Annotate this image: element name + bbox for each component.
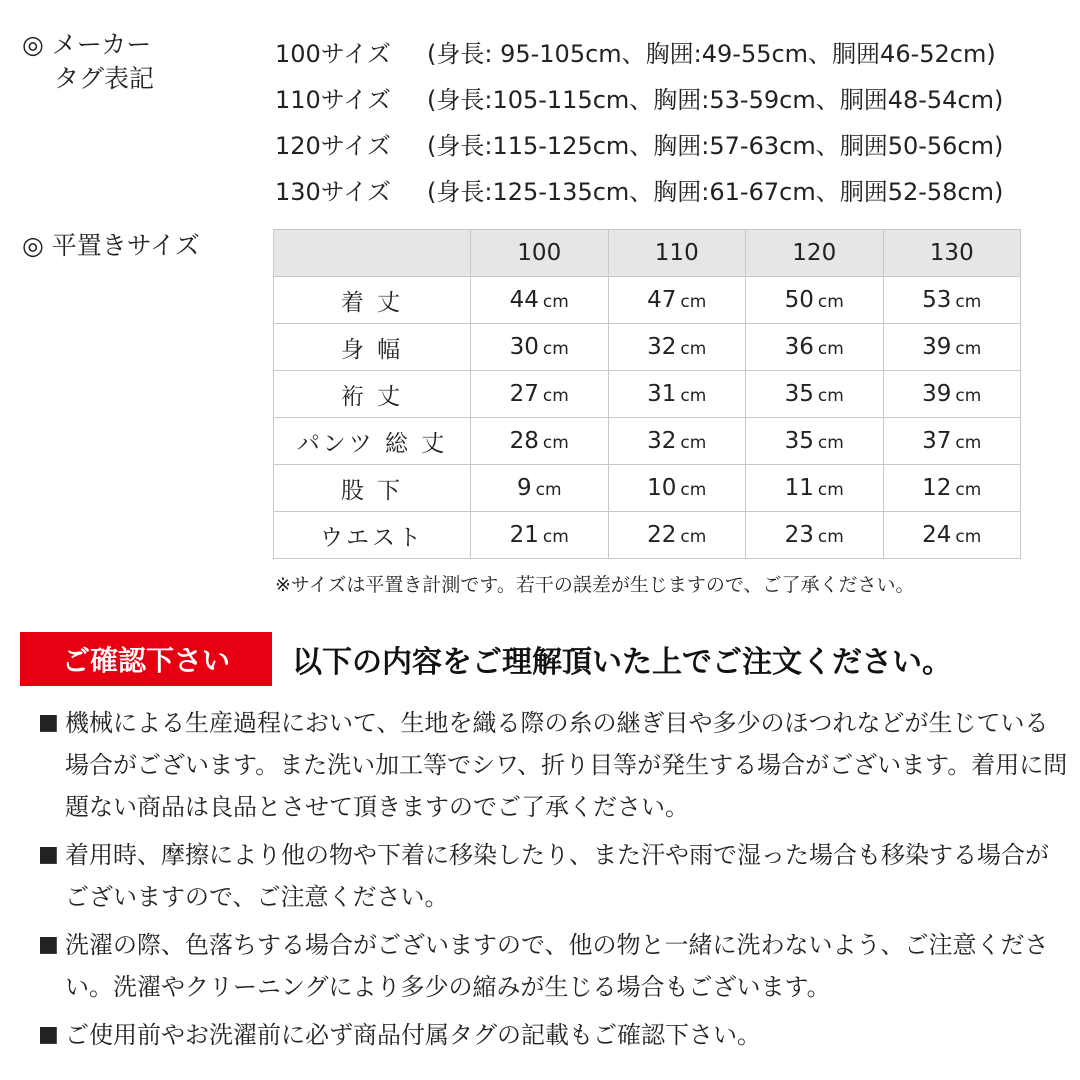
flat-size-label: ◎ 平置きサイズ xyxy=(22,231,200,260)
table-cell xyxy=(883,418,1021,465)
cell-value: 36 xyxy=(784,334,814,360)
cell-unit: cm xyxy=(535,480,562,500)
table-header-cell xyxy=(274,230,471,277)
notice-text: 機械による生産過程において、生地を織る際の糸の継ぎ目や多少のほつれなどが生じている場合がございます。また洗い加工等でシワ、折り目等が発生する場合がございます。着用に問題ない商品は良品とさせて頂きますのでご了承ください。 xyxy=(65,709,1068,821)
table-cell xyxy=(471,465,609,512)
table-row-header: 股 下 xyxy=(274,465,471,512)
square-bullet-icon: ■ xyxy=(38,710,59,735)
cell-unit: cm xyxy=(955,480,982,500)
maker-tag-label xyxy=(22,28,154,96)
cell-value: 39 xyxy=(922,334,952,360)
cell-unit: cm xyxy=(955,386,982,406)
table-cell xyxy=(608,324,746,371)
cell-unit: cm xyxy=(542,527,569,547)
confirm-heading: 以下の内容をご理解頂いた上でご注文ください。 xyxy=(292,645,952,680)
table-cell xyxy=(471,512,609,559)
table-cell xyxy=(883,324,1021,371)
table-row xyxy=(274,324,1021,371)
cell-value: 35 xyxy=(784,428,814,454)
cell-value: 30 xyxy=(509,334,539,360)
table-cell xyxy=(471,371,609,418)
cell-unit: cm xyxy=(955,527,982,547)
cell-value: 53 xyxy=(922,287,952,313)
maker-tag-detail: (身長: 95-105cm、胸囲:49-55cm、胴囲46-52cm) xyxy=(427,39,996,68)
cell-value: 27 xyxy=(509,381,539,407)
table-row xyxy=(274,371,1021,418)
flat-size-table xyxy=(273,229,1021,559)
table-row xyxy=(274,465,1021,512)
table-cell xyxy=(746,324,884,371)
notice-item xyxy=(38,834,1068,918)
cell-value: 24 xyxy=(922,522,952,548)
cell-value: 23 xyxy=(784,522,814,548)
table-cell xyxy=(746,465,884,512)
table-cell xyxy=(746,371,884,418)
table-cell xyxy=(883,277,1021,324)
maker-tag-rows xyxy=(275,28,1003,212)
maker-tag-size: 120サイズ xyxy=(275,131,391,160)
notice-item xyxy=(38,1014,1068,1056)
table-row xyxy=(274,418,1021,465)
table-row-header: ウエスト xyxy=(274,512,471,559)
cell-value: 39 xyxy=(922,381,952,407)
table-cell xyxy=(608,277,746,324)
cell-value: 10 xyxy=(647,475,677,501)
cell-unit: cm xyxy=(680,339,707,359)
maker-tag-size: 110サイズ xyxy=(275,85,391,114)
table-header-cell: 110 xyxy=(608,230,746,277)
cell-unit: cm xyxy=(542,292,569,312)
table-cell xyxy=(608,512,746,559)
table-header-row xyxy=(274,230,1021,277)
table-row-header: 身 幅 xyxy=(274,324,471,371)
cell-value: 9 xyxy=(516,475,532,501)
table-cell xyxy=(746,277,884,324)
cell-unit: cm xyxy=(955,292,982,312)
cell-unit: cm xyxy=(542,339,569,359)
square-bullet-icon: ■ xyxy=(38,1022,59,1047)
maker-tag-size: 130サイズ xyxy=(275,177,391,206)
table-cell xyxy=(883,512,1021,559)
table-cell xyxy=(608,371,746,418)
size-note: ※サイズは平置き計測です。若干の誤差が生じますので、ご了承ください。 xyxy=(275,574,915,596)
table-cell xyxy=(608,465,746,512)
cell-unit: cm xyxy=(955,339,982,359)
cell-unit: cm xyxy=(817,480,844,500)
cell-value: 11 xyxy=(784,475,814,501)
maker-tag-size: 100サイズ xyxy=(275,39,391,68)
cell-value: 50 xyxy=(784,287,814,313)
cell-unit: cm xyxy=(542,386,569,406)
maker-tag-row xyxy=(275,166,1003,212)
table-cell xyxy=(746,512,884,559)
cell-unit: cm xyxy=(680,527,707,547)
maker-tag-detail: (身長:115-125cm、胸囲:57-63cm、胴囲50-56cm) xyxy=(427,131,1004,160)
cell-unit: cm xyxy=(817,527,844,547)
notice-text: 着用時、摩擦により他の物や下着に移染したり、また汗や雨で湿った場合も移染する場合がございますので、ご注意ください。 xyxy=(65,841,1049,911)
cell-unit: cm xyxy=(817,339,844,359)
notice-text: 洗濯の際、色落ちする場合がございますので、他の物と一緒に洗わないよう、ご注意ください。洗濯やクリーニングにより多少の縮みが生じる場合もございます。 xyxy=(65,931,1049,1001)
cell-value: 37 xyxy=(922,428,952,454)
cell-unit: cm xyxy=(680,433,707,453)
cell-value: 21 xyxy=(509,522,539,548)
maker-tag-detail: (身長:105-115cm、胸囲:53-59cm、胴囲48-54cm) xyxy=(427,85,1004,114)
cell-value: 44 xyxy=(509,287,539,313)
table-row xyxy=(274,512,1021,559)
cell-unit: cm xyxy=(542,433,569,453)
maker-tag-label-line1: ◎ メーカー xyxy=(22,30,152,59)
cell-value: 12 xyxy=(922,475,952,501)
confirm-badge: ご確認下さい xyxy=(20,632,272,686)
table-cell xyxy=(883,465,1021,512)
cell-value: 22 xyxy=(647,522,677,548)
cell-value: 28 xyxy=(509,428,539,454)
notice-item xyxy=(38,924,1068,1008)
cell-value: 32 xyxy=(647,334,677,360)
table-header-cell: 130 xyxy=(883,230,1021,277)
cell-unit: cm xyxy=(680,480,707,500)
cell-value: 32 xyxy=(647,428,677,454)
table-cell xyxy=(746,418,884,465)
table-row-header: パンツ 総 丈 xyxy=(274,418,471,465)
cell-value: 35 xyxy=(784,381,814,407)
table-cell xyxy=(471,418,609,465)
maker-tag-row xyxy=(275,74,1003,120)
table-row xyxy=(274,277,1021,324)
cell-value: 31 xyxy=(647,381,677,407)
notice-list xyxy=(38,702,1068,1062)
maker-tag-detail: (身長:125-135cm、胸囲:61-67cm、胴囲52-58cm) xyxy=(427,177,1004,206)
square-bullet-icon: ■ xyxy=(38,932,59,957)
maker-tag-label-line2: タグ表記 xyxy=(54,64,155,93)
maker-tag-row xyxy=(275,120,1003,166)
flat-size-table-body xyxy=(274,277,1021,559)
cell-unit: cm xyxy=(680,386,707,406)
table-header-cell: 120 xyxy=(746,230,884,277)
maker-tag-row xyxy=(275,28,1003,74)
table-cell xyxy=(608,418,746,465)
table-row-header: 裄 丈 xyxy=(274,371,471,418)
square-bullet-icon: ■ xyxy=(38,842,59,867)
cell-unit: cm xyxy=(817,292,844,312)
table-cell xyxy=(471,324,609,371)
notice-text: ご使用前やお洗濯前に必ず商品付属タグの記載もご確認下さい。 xyxy=(65,1021,761,1049)
table-cell xyxy=(471,277,609,324)
table-header-cell: 100 xyxy=(471,230,609,277)
cell-unit: cm xyxy=(955,433,982,453)
cell-unit: cm xyxy=(817,386,844,406)
cell-unit: cm xyxy=(817,433,844,453)
table-cell xyxy=(883,371,1021,418)
cell-value: 47 xyxy=(647,287,677,313)
notice-item xyxy=(38,702,1068,828)
table-row-header: 着 丈 xyxy=(274,277,471,324)
cell-unit: cm xyxy=(680,292,707,312)
